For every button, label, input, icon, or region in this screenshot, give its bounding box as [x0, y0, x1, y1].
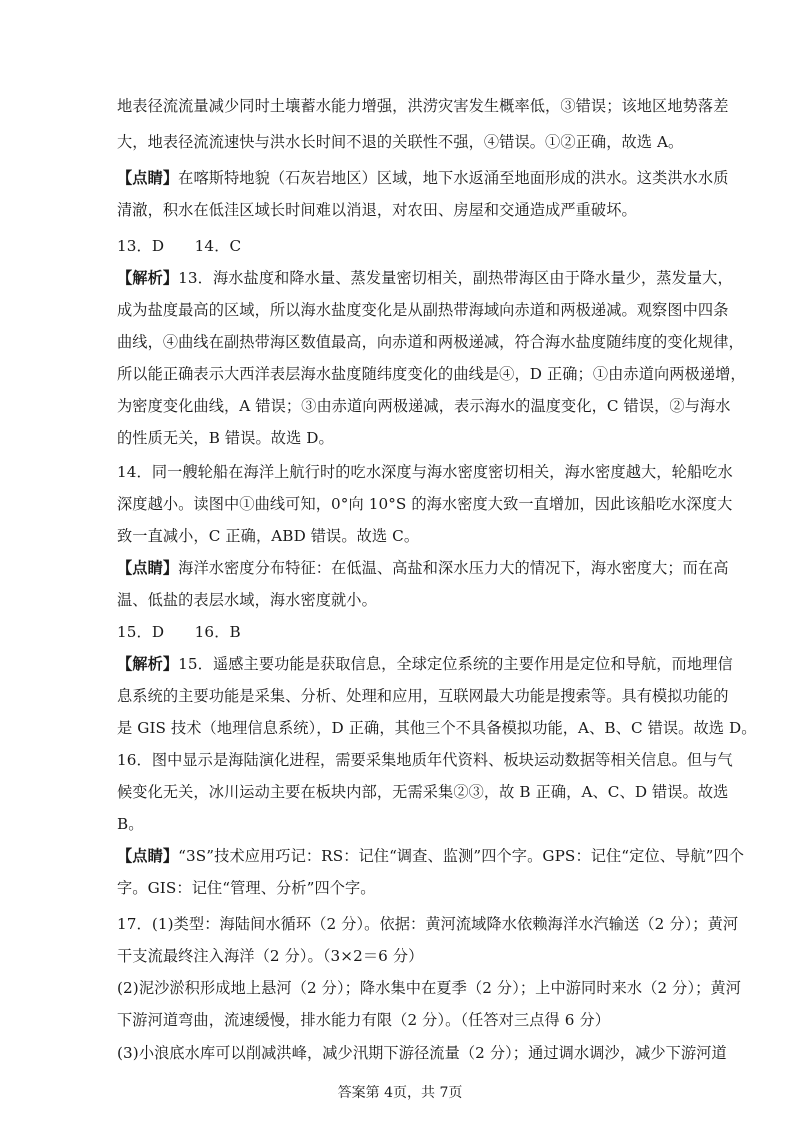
line-text: 成为盐度最高的区域，所以海水盐度变化是从副热带海域向赤道和两极递减。观察图中四条 [117, 301, 729, 319]
section-tag: 【点睛】 [117, 847, 179, 865]
line-text: 是 GIS 技术（地理信息系统），D 正确，其他三个不具备模拟功能，A、B、C 错误。故选 D。 [117, 719, 757, 737]
section-tag: 【解析】 [117, 655, 179, 673]
line-text: 为密度变化曲线，A 错误；③由赤道向两极递减，表示海水的温度变化，C 错误，②与海水 [117, 397, 731, 415]
line-text: 地表径流流量减少同时土壤蓄水能力增强，洪涝灾害发生概率低，③错误；该地区地势落差 [117, 97, 729, 115]
text-line [117, 654, 733, 674]
line-text: (3)小浪底水库可以削减洪峰，减少汛期下游径流量（2 分）；通过调水调沙，减少下游河道 [117, 1044, 727, 1062]
line-text: 息系统的主要功能是采集、分析、处理和应用，互联网最大功能是搜索等。具有模拟功能的 [117, 687, 729, 705]
line-text: 所以能正确表示大西洋表层海水盐度随纬度变化的曲线是④，D 正确；①由赤道向两极递增， [117, 365, 746, 383]
text-line [117, 200, 687, 220]
text-line [117, 782, 729, 802]
text-line [117, 428, 687, 448]
line-text: 13．D 14．C [117, 237, 242, 255]
line-text: 海洋水密度分布特征：在低温、高盐和深水压力大的情况下，海水密度大；而在高 [178, 559, 729, 577]
text-line [117, 364, 746, 384]
text-line [117, 300, 729, 320]
text-line [117, 946, 687, 966]
line-text: 大，地表径流流速快与洪水长时间不退的关联性不强，④错误。①②正确，故选 A。 [117, 133, 684, 151]
line-text: (2)泥沙淤积形成地上悬河（2 分）；降水集中在夏季（2 分）；上中游同时来水（2 分）；黄河 [117, 979, 742, 997]
line-text: 在喀斯特地貌（石灰岩地区）区域，地下水返涌至地面形成的洪水。这类洪水水质 [178, 169, 729, 187]
line-text: 干支流最终注入海洋（2 分）。（3×2＝6 分） [117, 947, 424, 965]
text-line [117, 1010, 687, 1030]
text-line [117, 590, 687, 610]
text-line [117, 750, 733, 770]
text-line [117, 846, 745, 866]
section-tag: 【点睛】 [117, 559, 179, 577]
page-footer: 答案第 4页，共 7页 [337, 1085, 463, 1101]
line-text: 清澈，积水在低洼区域长时间难以消退，对农田、房屋和交通造成严重破坏。 [117, 201, 637, 219]
text-line [117, 96, 729, 116]
text-line [117, 914, 739, 934]
text-line [117, 396, 731, 416]
line-text: “3S”技术应用巧记：RS：记住“调查、监测”四个字。GPS：记住“定位、导航”四个 [178, 847, 745, 865]
line-text: 下游河道弯曲，流速缓慢，排水能力有限（2 分）。（任答对三点得 6 分） [117, 1011, 611, 1029]
line-text: 曲线，④曲线在副热带海区数值最高，向赤道和两极递减，符合海水盐度随纬度的变化规律， [117, 333, 744, 351]
text-line [117, 168, 729, 188]
text-line [117, 132, 687, 152]
line-text: 深度越小。读图中①曲线可知，0°向 10°S 的海水密度大致一直增加，因此该船吃水深度大 [117, 495, 733, 513]
text-line [117, 236, 687, 256]
text-line [117, 558, 729, 578]
text-line [117, 494, 733, 514]
text-line [117, 268, 733, 288]
text-line [117, 878, 687, 898]
text-line [117, 526, 687, 546]
section-tag: 【解析】 [117, 269, 179, 287]
text-line [117, 332, 744, 352]
text-line [117, 1043, 727, 1063]
line-text: B。 [117, 815, 144, 833]
line-text: 15．遥感主要功能是获取信息，全球定位系统的主要作用是定位和导航，而地理信 [178, 655, 733, 673]
text-line [117, 622, 687, 642]
section-tag: 【点睛】 [117, 169, 179, 187]
text-line [117, 462, 733, 482]
line-text: 17．(1)类型：海陆间水循环（2 分）。依据：黄河流域降水依赖海洋水汽输送（2 分）；黄河 [117, 915, 739, 933]
text-line [117, 978, 742, 998]
line-text: 13．海水盐度和降水量、蒸发量密切相关，副热带海区由于降水量少，蒸发量大， [178, 269, 733, 287]
line-text: 的性质无关，B 错误。故选 D。 [117, 429, 334, 447]
line-text: 字。GIS：记住“管理、分析”四个字。 [117, 879, 376, 897]
line-text: 15．D 16．B [117, 623, 241, 641]
line-text: 温、低盐的表层水域，海水密度就小。 [117, 591, 377, 609]
line-text: 16．图中显示是海陆演化进程，需要采集地质年代资料、板块运动数据等相关信息。但与气 [117, 751, 733, 769]
line-text: 致一直减小，C 正确，ABD 错误。故选 C。 [117, 527, 420, 545]
line-text: 候变化无关，冰川运动主要在板块内部，无需采集②③，故 B 正确，A、C、D 错误。故选 [117, 783, 729, 801]
text-line [117, 718, 757, 738]
text-line [117, 814, 687, 834]
line-text: 14．同一艘轮船在海洋上航行时的吃水深度与海水密度密切相关，海水密度越大，轮船吃水 [117, 463, 733, 481]
text-line [117, 686, 729, 706]
